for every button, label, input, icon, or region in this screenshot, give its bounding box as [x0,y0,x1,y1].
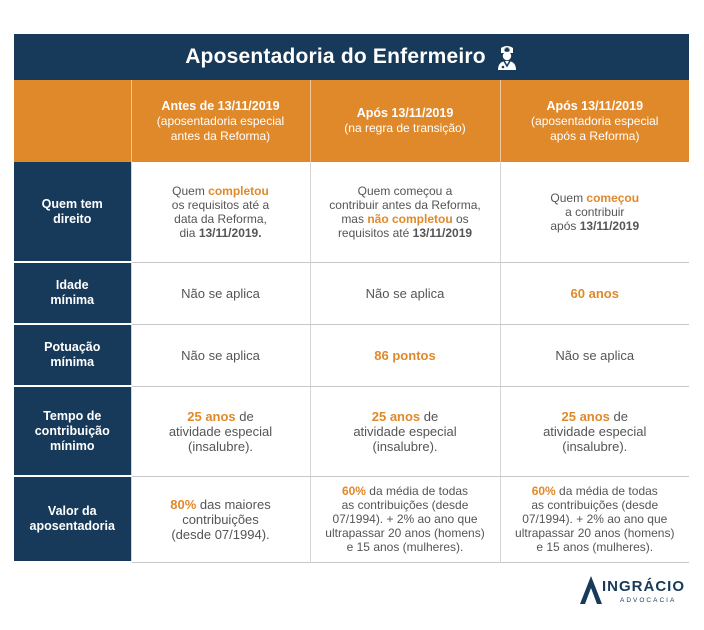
text: após [550,218,580,233]
row-label-line: Valor da [47,504,97,518]
logo-brand-text: INGRÁCIO [602,578,685,595]
highlight-text: 25 anos [187,408,236,424]
text: (insalubre). [372,438,438,454]
row-label-line: aposentadoria [29,519,115,533]
text: os [452,211,469,226]
row-label-valor [14,476,131,562]
row-label-line: mínima [50,355,95,369]
text: dia [179,225,199,240]
highlight-text: 60% [341,484,366,498]
text: ultrapassar 20 anos (homens) [515,526,675,540]
text: atividade especial [543,423,647,439]
table-row [14,386,689,476]
bold-text: 13/11/2019 [412,225,473,240]
col-3-sub1: (aposentadoria especial [531,113,659,128]
cell-idade-2: Não se aplica [310,262,500,324]
cell-tempo-3 [500,386,689,476]
text: as contribuições (desde [531,498,659,512]
cell-quem-3 [500,162,689,262]
bold-text: 13/11/2019 [579,218,640,233]
row-label-line: mínimo [50,438,95,453]
text: ultrapassar 20 anos (homens) [325,526,485,540]
text: 07/1994). + 2% ao ano que [522,512,668,526]
cell-valor-3 [500,476,689,562]
text: e 15 anos (mulheres). [346,540,464,554]
text: 07/1994). + 2% ao ano que [332,512,478,526]
col-2-sub1: (na regra de transição) [344,121,466,135]
header-col-3 [500,80,689,162]
data-table [14,80,689,563]
title-bar [14,34,689,80]
nurse-icon [496,44,518,70]
cell-valor-2 [310,476,500,562]
cell-idade-1: Não se aplica [131,262,310,324]
text: contribuições [182,511,259,527]
highlight-text: 25 anos [371,408,421,424]
row-label-line: mínima [50,293,95,307]
cell-pontuacao-1: Não se aplica [131,324,310,386]
highlight-text: começou [586,190,640,205]
col-2-title: Após 13/11/2019 [356,106,454,120]
highlight-text: 25 anos [561,408,610,424]
col-3-title: Após 13/11/2019 [546,98,644,113]
cell-pontuacao-2: 86 pontos [310,324,500,386]
text: de [235,408,254,424]
text: data da Reforma, [174,211,267,226]
table-row [14,262,689,324]
cell-pontuacao-3: Não se aplica [500,324,689,386]
text: requisitos até [337,225,413,240]
highlight-text: completou [208,183,269,198]
header-col-2 [310,80,500,162]
row-label-pontuacao [14,324,131,386]
col-3-sub2: após a Reforma) [550,128,640,143]
text: (desde 07/1994). [171,526,270,542]
text: de [609,408,628,424]
row-label-line: contribuição [34,423,110,438]
table-row [14,324,689,386]
logo-sub-text: ADVOCACIA [620,597,677,604]
comparison-table [14,34,689,563]
col-1-sub2: antes da Reforma) [170,128,271,143]
row-label-line: Quem tem [41,196,103,211]
text: Quem [550,190,587,205]
text: as contribuições (desde [341,498,469,512]
text: das maiores [196,496,271,512]
text: atividade especial [353,423,457,439]
text: a contribuir [565,204,625,219]
logo-mark-icon [580,576,602,606]
text: contribuir antes da Reforma, [329,197,481,212]
highlight-text: não completou [367,211,453,226]
cell-idade-3: 60 anos [500,262,689,324]
cell-quem-2 [310,162,500,262]
header-row [14,80,689,162]
row-label-quem [14,162,131,262]
row-label-idade [14,262,131,324]
brand-logo [580,574,692,610]
table-row [14,162,689,262]
col-1-title: Antes de 13/11/2019 [161,98,280,113]
text: de [420,408,439,424]
cell-tempo-1 [131,386,310,476]
text: da média de todas [555,484,658,498]
row-label-line: Potuação [44,340,101,354]
col-1-sub1: (aposentadoria especial [156,113,285,128]
page-title: Aposentadoria do Enfermeiro [185,45,486,68]
text: (insalubre). [187,438,254,454]
header-col-1 [131,80,310,162]
text: (insalubre). [562,438,628,454]
highlight-text: 60% [531,484,556,498]
table-row [14,476,689,562]
row-label-tempo [14,386,131,476]
text: mas [341,211,368,226]
cell-quem-1 [131,162,310,262]
text: e 15 anos (mulheres). [536,540,654,554]
bold-text: 13/11/2019. [198,225,262,240]
row-label-line: Idade [55,278,89,292]
text: Quem começou a [357,183,453,198]
header-empty [14,80,131,162]
row-label-line: Tempo de [43,408,102,423]
row-label-line: direito [53,211,92,226]
text: da média de todas [365,484,469,498]
cell-valor-1 [131,476,310,562]
text: atividade especial [168,423,273,439]
highlight-text: 80% [170,496,197,512]
text: Quem [172,183,209,198]
text: os requisitos até a [171,197,270,212]
cell-tempo-2 [310,386,500,476]
